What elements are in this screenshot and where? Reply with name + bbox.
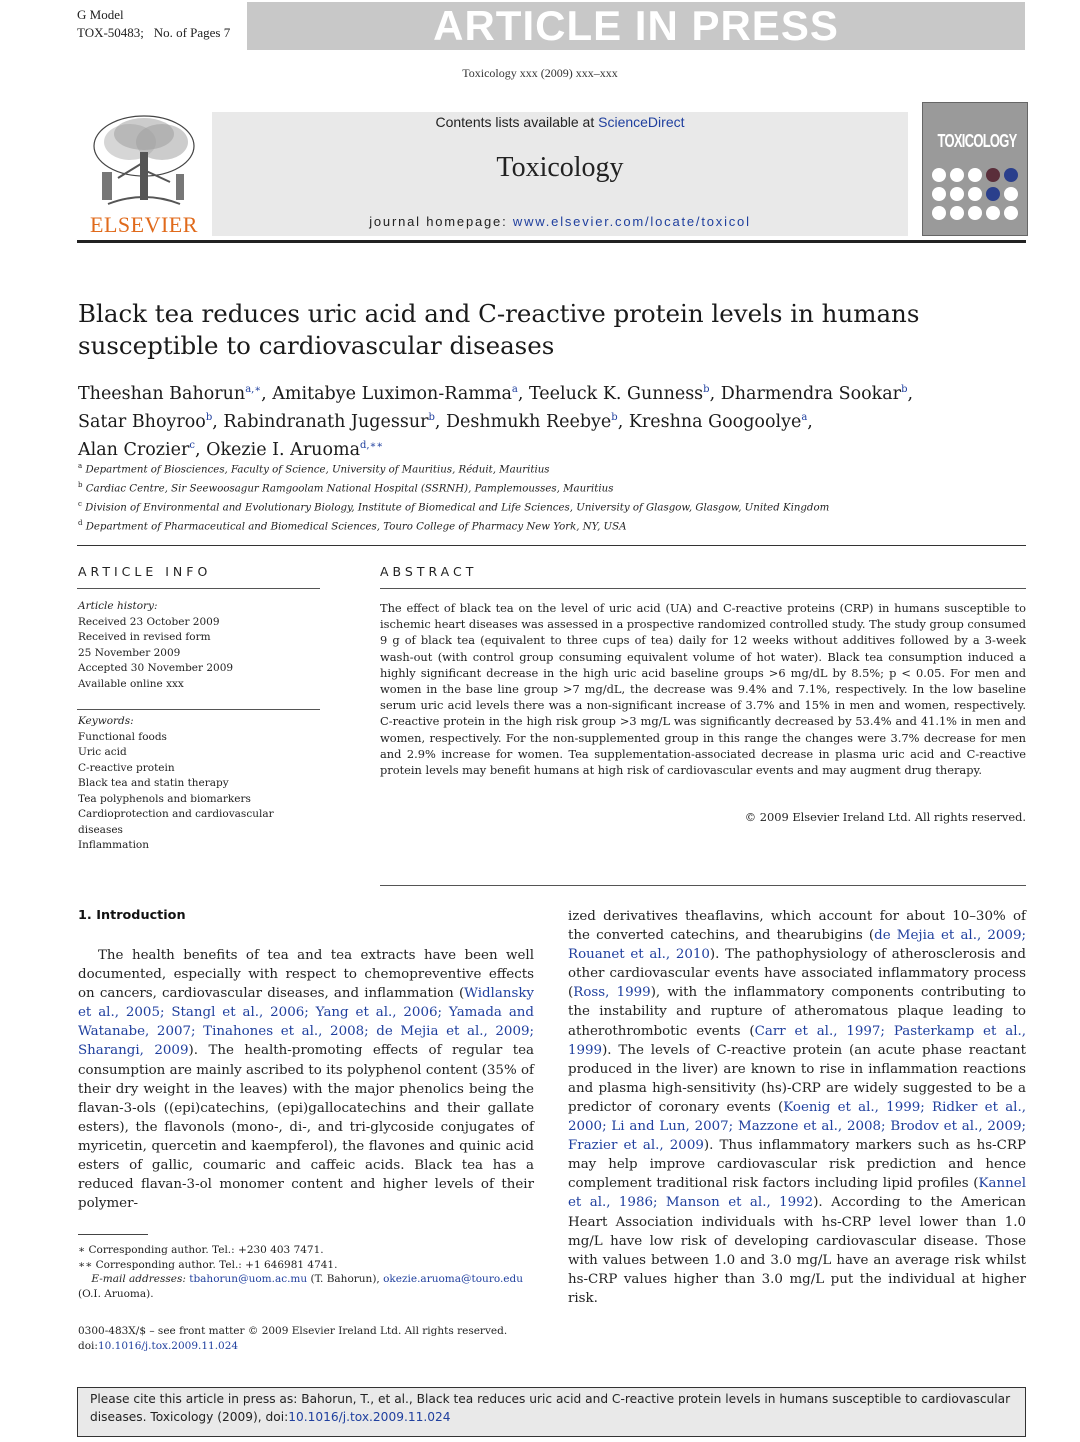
keyword: Tea polyphenols and biomarkers [78, 792, 251, 805]
article-title: Black tea reduces uric acid and C-reactive protein levels in humans susceptible to cardiovascular diseases [78, 299, 920, 360]
intro-right-column: ized derivatives theaflavins, which account for about 10–30% of the converted catechins, and thearubigins (de Mejia et al., 2009; Rouanet et al., 2010). The pathophysiology of atherosclerosis and other cardiovascular events have associated inflammatory process (Ross, 1999), with the inflammatory components contributing to the instability and rupture of atheromatous plaque leading to atherothrombotic events (Carr et al., 1997; Pasterkamp et al., 1999). The levels of C-reactive protein (an acute phase reactant produced in the liver) are known to rise in inflammation reactions and plasma high-sensitivity (hs)-CRP are widely suggested to be a predictor of coronary events (Koenig et al., 1999; Ridker et al., 2000; Li and Lun, 2007; Mazzone et al., 2008; Brodov et al., 2009; Frazier et al., 2009). Thus inflammatory markers such as hs-CRP may help improve cardiovascular risk prediction and hence complement traditional risk factors including lipid profiles (Kannel et al., 1986; Manson et al., 1992). According to the American Heart Association individuals with hs-CRP level lower than 1.0 mg/L have low risk of developing cardiovascular disease. Those with values between 1.0 and 3.0 mg/L have an average risk whilst hs-CRP values higher than 3.0 mg/L put the individual at higher risk. [568, 909, 1027, 1306]
keyword: C-reactive protein [78, 761, 175, 774]
author: Amitabye Luximon-Ramma [272, 383, 512, 404]
citation-link[interactable]: Koenig et al., 1999; Ridker et al., 2000; Li and Lun, 2007; Mazzone et al., 2008; Brodov et al., 2009; Frazier et al., 2009 [568, 1099, 1026, 1154]
sciencedirect-link[interactable]: ScienceDirect [598, 114, 685, 130]
keywords [78, 714, 318, 854]
affiliation: $^c$ Division of Environmental and Evolutionary Biology, Institute of Biomedical and Life Sciences, University of Glasgow, Glasgow, United Kingdom [78, 499, 830, 514]
history-label: Article history: [78, 600, 158, 612]
author: Satar Bhoyroo [78, 411, 206, 432]
footnotes [78, 1243, 534, 1301]
author-sup[interactable]: a [511, 384, 518, 395]
elsevier-wordmark: ELSEVIER [90, 212, 198, 237]
masthead-rule [77, 240, 1026, 243]
footnote-rule [78, 1234, 148, 1235]
author-sup[interactable]: b [901, 384, 908, 395]
cover-dots-graphic [929, 167, 1021, 227]
email-label: E-mail addresses: [91, 1273, 186, 1285]
section-title: 1. Introduction [78, 908, 186, 923]
journal-cover [922, 102, 1028, 236]
abstract-rule [380, 588, 1026, 589]
email-footnote: E-mail addresses: tbahorun@uom.ac.mu (T. Bahorun), okezie.aruoma@touro.edu (O.I. Aruoma). [78, 1273, 524, 1300]
author-sup[interactable]: a,∗ [245, 384, 262, 395]
abstract-heading: ABSTRACT [380, 564, 478, 579]
contents-line [212, 114, 908, 130]
abstract-rule [380, 885, 1026, 886]
homepage-prefix: journal homepage: [369, 214, 513, 229]
citation-link[interactable]: Widlansky et al., 2005; Stangl et al., 2006; Yang et al., 2006; Yamada and Watanabe, 2007; Tinahones et al., 2008; de Mejia et al., 2009; Sharangi, 2009 [78, 986, 534, 1059]
article-info-rule [77, 588, 320, 589]
revised-date: 25 November 2009 [78, 646, 181, 659]
author: Dharmendra Sookar [720, 383, 902, 404]
keyword: Black tea and statin therapy [78, 777, 229, 789]
affiliation: $^d$ Department of Pharmaceutical and Biomedical Sciences, Touro College of Pharmacy New York, NY, USA [78, 518, 627, 533]
doi-link[interactable]: 10.1016/j.tox.2009.11.024 [97, 1340, 239, 1352]
author-sup[interactable]: d,∗∗ [360, 439, 384, 451]
author: Alan Crozier [78, 439, 190, 460]
citation-link[interactable]: Carr et al., 1997; Pasterkamp et al., 1999 [568, 1023, 1026, 1058]
author: Rabindranath Jugessur [223, 411, 429, 432]
author-sup[interactable]: c [189, 439, 195, 451]
citation-doi-link[interactable]: 10.1016/j.tox.2009.11.024 [288, 1410, 451, 1424]
citation-text: Please cite this article in press as: Bahorun, T., et al., Black tea reduces uric acid and C-reactive protein levels in humans susceptible to cardiovascular diseases. Toxicology (2009), doi:10.1016/j.tox.2009.11.024 [90, 1392, 1011, 1424]
author: Teeluck K. Gunness [528, 383, 704, 404]
author-sup[interactable]: b [428, 411, 435, 423]
revised-label: Received in revised form [78, 631, 211, 643]
page-count: No. of Pages 7 [153, 25, 231, 40]
keyword: Functional foods [78, 730, 167, 743]
affiliations [78, 459, 1028, 535]
model-label: G Model [77, 7, 124, 22]
footnote: ∗ Corresponding author. Tel.: +230 403 7471. [78, 1244, 324, 1256]
received-date: Received 23 October 2009 [78, 615, 220, 628]
intro-left-column: The health benefits of tea and tea extracts have been well documented, especially with respect to chemopreventive effects on cancers, cardiovascular diseases, and inflammation (Widlansky et al., 2005; Stangl et al., 2006; Yang et al., 2006; Yamada and Watanabe, 2007; Tinahones et al., 2008; de Mejia et al., 2009; Sharangi, 2009). The health-promoting effects of regular tea consumption are mainly ascribed to its polyphenol content (35% of their dry weight in the leaves) with the major phenolics being the flavan-3-ols ((epi)catechins, (epi)gallocatechins and their gallate esters), the flavonols (mono-, di-, and tri-glycoside conjugates of myricetin, quercetin and kaempferol), the flavones and quinic acid esters of gallic, coumaric and caffeic acids. Black tea has a reduced flavan-3-ol monomer content and higher levels of their polymer- [78, 948, 534, 1212]
author: Deshmukh Reebye [446, 411, 612, 432]
footnote: ∗∗ Corresponding author. Tel.: +1 646981 4741. [78, 1258, 338, 1271]
author-sup[interactable]: b [611, 411, 618, 423]
journal-homepage [212, 214, 908, 229]
model-info [77, 6, 230, 42]
email-link[interactable]: tbahorun@uom.ac.mu [189, 1273, 308, 1285]
article-id: TOX-50483; [77, 25, 144, 40]
citation-link[interactable]: de Mejia et al., 2009; Rouanet et al., 2010 [568, 928, 1026, 963]
email-link[interactable]: okezie.aruoma@touro.edu [383, 1273, 524, 1285]
contents-prefix: Contents lists available at [435, 114, 599, 130]
front-matter [78, 1324, 534, 1354]
author-sup[interactable]: b [205, 411, 213, 423]
author-sup[interactable]: b [703, 384, 710, 395]
running-head: Toxicology xxx (2009) xxx–xxx [462, 66, 618, 80]
abstract-copyright: © 2009 Elsevier Ireland Ltd. All rights reserved. [744, 810, 1026, 824]
homepage-link[interactable]: www.elsevier.com/locate/toxicol [512, 214, 751, 229]
author: Okezie I. Aruoma [206, 439, 361, 460]
author-sup[interactable]: a [801, 411, 808, 423]
author: Theeshan Bahorun [78, 383, 246, 404]
citation-link[interactable]: Kannel et al., 1986; Manson et al., 1992 [568, 1176, 1026, 1211]
keywords-label: Keywords: [78, 715, 134, 727]
accepted-date: Accepted 30 November 2009 [78, 662, 234, 674]
article-history [78, 599, 318, 692]
keyword: Inflammation [78, 839, 150, 851]
author-list: Theeshan Bahorun$^{a,∗}$, Amitabye Luximon-Ramma$^a$, Teeluck K. Gunness$^b$, Dharmendra Sookar$^b$, Satar Bhoyroo$^b$, Rabindranath Jugessur$^b$, Deshmukh Reebye$^b$, Kreshna Googoolye$^a$, Alan Crozier$^c$, Okezie I. Aruoma$^{d,∗∗}$ [78, 383, 914, 460]
journal-name: Toxicology [496, 152, 624, 183]
online-date: Available online xxx [78, 677, 184, 690]
keyword: Uric acid [78, 746, 127, 758]
article-id-line [77, 24, 230, 42]
section-rule [77, 545, 1026, 546]
article-in-press-banner: ARTICLE IN PRESS [247, 2, 1025, 50]
doi-line: doi:10.1016/j.tox.2009.11.024 [78, 1340, 239, 1352]
affiliation: $^a$ Department of Biosciences, Faculty of Science, University of Mauritius, Réduit, Mauritius [78, 462, 550, 476]
author: Kreshna Googoolye [628, 411, 802, 432]
article-info-rule [77, 709, 320, 710]
front-matter-line: 0300-483X/$ – see front matter © 2009 Elsevier Ireland Ltd. All rights reserved. [78, 1325, 508, 1337]
affiliation: $^b$ Cardiac Centre, Sir Seewoosagur Ramgoolam National Hospital (SSRNH), Pamplemousses, Mauritius [78, 480, 614, 495]
article-info-heading: ARTICLE INFO [78, 564, 212, 579]
abstract-text: The effect of black tea on the level of uric acid (UA) and C-reactive proteins (CRP) in humans susceptible to ischemic heart diseases was assessed in a prospective randomized controlled study. The study group consumed 9 g of black tea (equivalent to three cups of tea) daily for 12 weeks without additives followed by a 3-week wash-out (with control group consuming equivalent volume of hot water). Black tea consumption induced a highly significant decrease in the high uric acid baseline groups >6 mg/dL by 8.5%; p < 0.05. For men and women in the base line group >7 mg/dL, the decrease was 9.4% and 7.1%, respectively. In the low baseline serum uric acid levels there was a non-significant increase of 3.7% and 15% in men and women, respectively. C-reactive protein in the high risk group >3 mg/L was significantly decreased by 53.4% and 41.1% in men and women, respectively. For the non-supplemented group in this range the changes were 3.7% decrease for men and 2.9% increase for women. Tea supplementation-associated decrease in plasma uric acid and C-reactive protein levels may benefit humans at high risk of cardiovascular events and may augment drug therapy. [380, 601, 1026, 778]
keyword: Cardioprotection and cardiovascular diseases [78, 808, 274, 836]
citation-link[interactable]: Ross, 1999 [573, 985, 651, 1001]
cover-title: TOXICOLOGY [937, 131, 1017, 151]
